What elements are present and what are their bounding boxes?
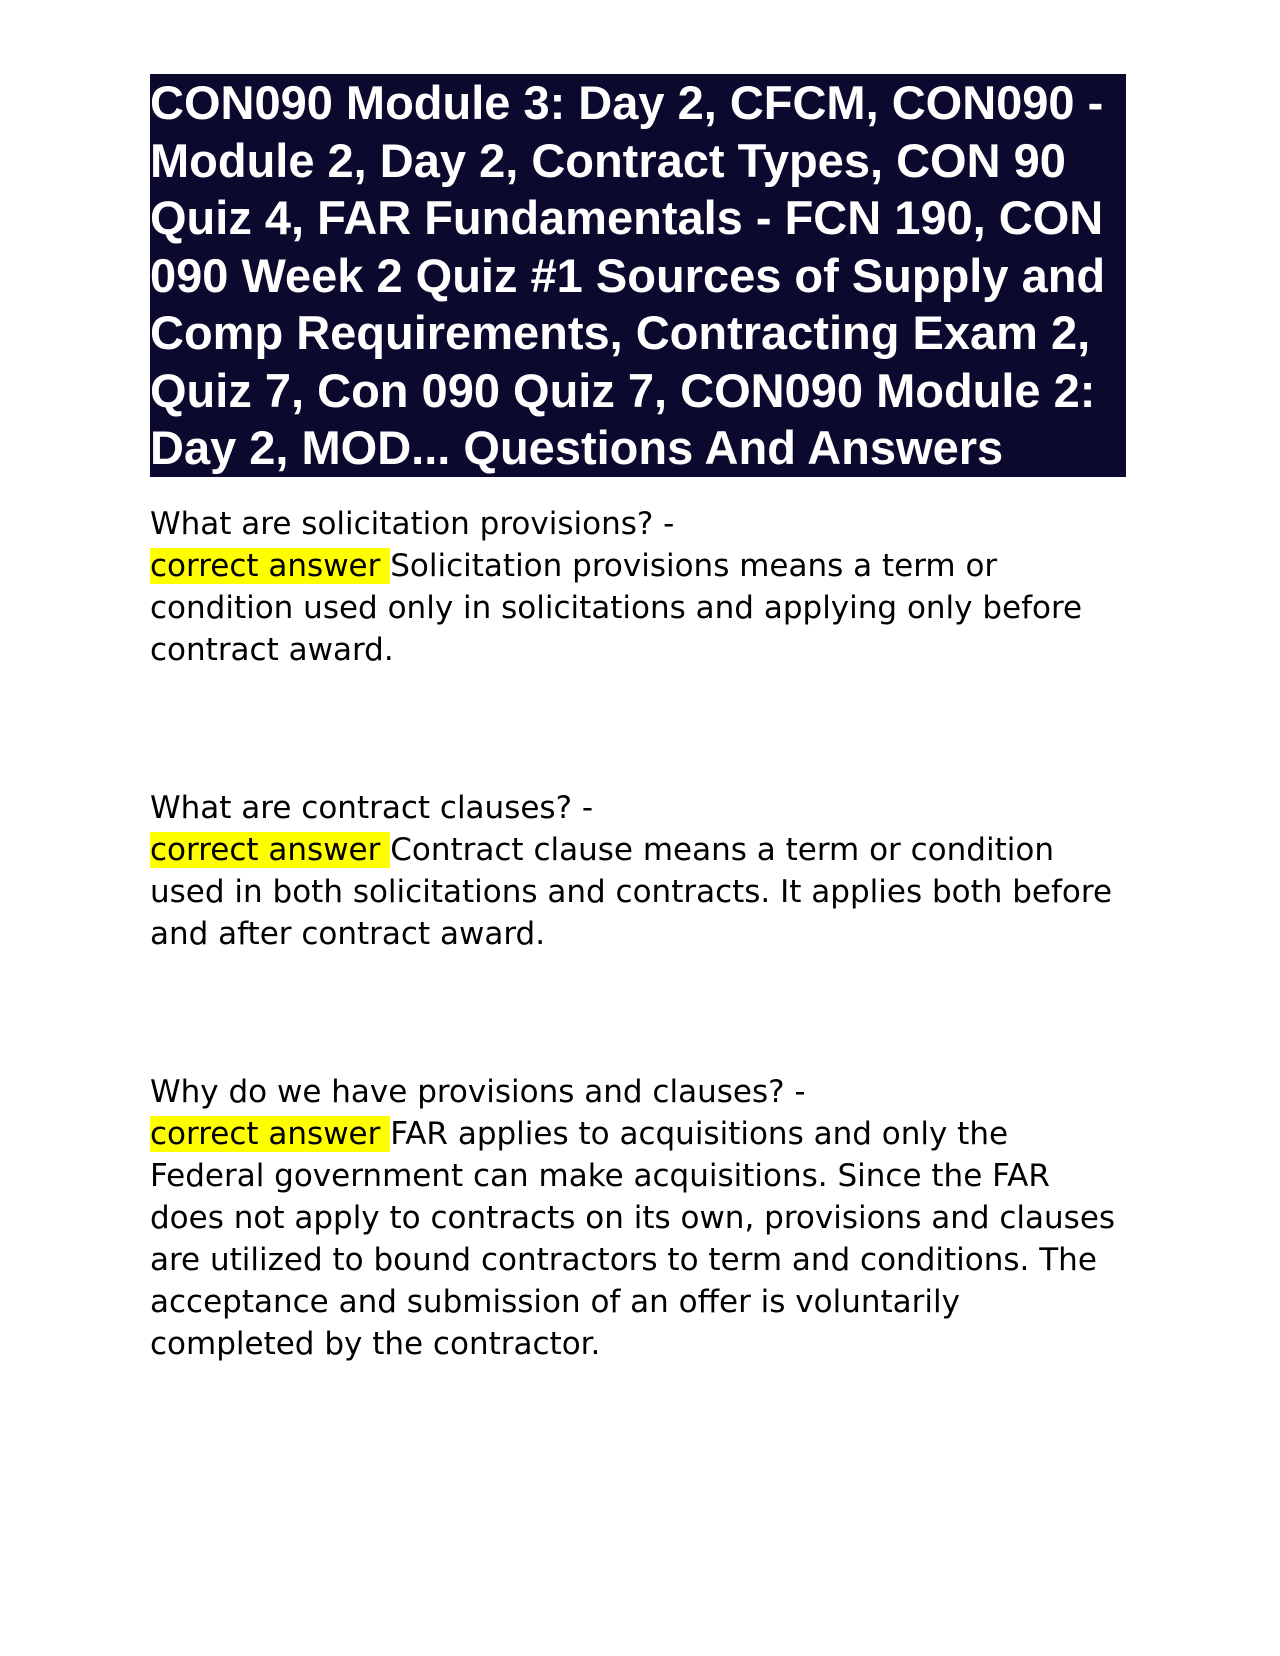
qa-list <box>150 503 1126 1365</box>
correct-answer-label: correct answer <box>150 547 391 584</box>
qa-item <box>150 503 1126 671</box>
answer-paragraph <box>150 1113 1126 1365</box>
answer-text: FAR applies to acquisitions and only the Federal government can make acquisitions. Since the FAR does not apply to contracts on its own, provisions and clauses are utilized to bound contractors to term and conditions. The acceptance and submission of an offer is voluntarily completed by the contractor. <box>150 1115 1116 1362</box>
question-text: Why do we have provisions and clauses? - <box>150 1073 806 1110</box>
qa-item <box>150 1071 1126 1365</box>
document-page <box>150 74 1126 1481</box>
question-text: What are contract clauses? - <box>150 789 594 826</box>
correct-answer-label: correct answer <box>150 1115 391 1152</box>
answer-text: Contract clause means a term or condition used in both solicitations and contracts. It applies both before and after contract award. <box>150 831 1113 952</box>
document-title: CON090 Module 3: Day 2, CFCM, CON090 - Module 2, Day 2, Contract Types, CON 90 Quiz 4, FAR Fundamentals - FCN 190, CON 090 Week 2 Quiz #1 Sources of Supply and Comp Requirements, Contracting Exam 2, Quiz 7, Con 090 Quiz 7, CON090 Module 2: Day 2, MOD... Questions And Answers <box>150 74 1126 477</box>
question-text: What are solicitation provisions? - <box>150 505 675 542</box>
answer-paragraph <box>150 829 1126 955</box>
qa-item <box>150 787 1126 955</box>
answer-paragraph <box>150 545 1126 671</box>
correct-answer-label: correct answer <box>150 831 391 868</box>
answer-text: Solicitation provisions means a term or condition used only in solicitations and applying only before contract award. <box>150 547 1083 668</box>
